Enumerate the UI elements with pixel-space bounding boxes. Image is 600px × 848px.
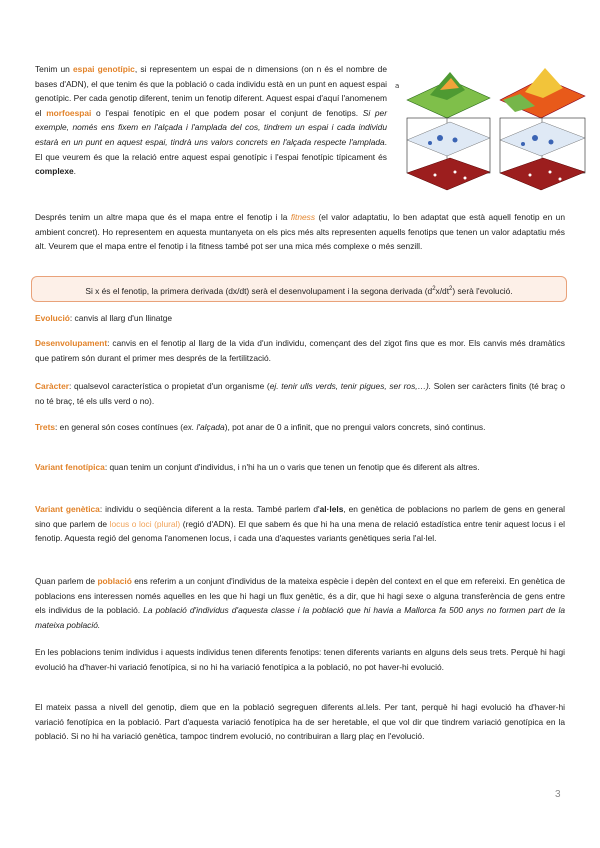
definition-desenvolupament: Desenvolupament: canvis en el fenotip al llarg de la vida d'un individu, començant des del zigot fins que es mor. Els canvis més dramàtics que patirem són durant el primer mes després de la fertilització. — [35, 338, 565, 363]
page-number: 3 — [555, 789, 561, 800]
term-evolucio: Evolució — [35, 313, 70, 323]
term-caracter: Caràcter — [35, 381, 69, 391]
term-locus: locus o loci (plural) — [109, 518, 181, 529]
right-landscape — [500, 68, 585, 190]
term-espai-genotipic: espai genotípic — [73, 64, 135, 74]
figure-label: a — [395, 82, 400, 90]
term-morfoespai: morfoespai — [46, 107, 92, 118]
definition-variant-genetica: Variant genètica: individu o seqüència diferent a la resta. També parlem d'al·lels, en genètica de poblacions no parlem de gens en general sino que parlem de locus o loci (plural) (regió d'ADN). El que sabem és que hi ha una mena de relació estadística entre tenir aquest locus i el fenotip. Aquesta regió del genoma l'anomenen locus, i cada una d'aquestes variants genètiques seria l'al·lel. — [35, 504, 565, 544]
term-trets: Trets — [35, 422, 56, 432]
definition-trets: Trets: en general són coses contínues (ex. l'alçada), pot anar de 0 a infinit, que no prengui valors concrets, sinó continus. — [35, 422, 486, 432]
term-complexe: complexe — [35, 166, 74, 177]
definition-evolucio: Evolució: canvis al llarg d'un llinatge — [35, 313, 173, 323]
genotip-paragraph: El mateix passa a nivell del genotip, diem que en la població segreguen diferents al.lels. Per tant, perquè hi hagi evolució ha d'haver-hi variació fenotípica en la població. Part d'aquesta variació fenotípica ha de ser heretable, el que vol dir que tindrem variació genotípica en la població. Si no hi ha variació genètica, tampoc tindrem evolució, no contribuiran a llarg plaç en l'evolució. — [35, 702, 565, 742]
derivative-callout: Si x és el fenotip, la primera derivada (dx/dt) serà el desenvolupament i la segona derivada $(d^2x/dt^2)$ serà l'evolució. — [31, 276, 567, 302]
left-landscape — [407, 72, 490, 190]
term-desenvolupament: Desenvolupament — [35, 338, 108, 348]
fitness-landscape-figure — [395, 60, 595, 210]
term-variant-genetica: Variant genètica — [35, 504, 100, 514]
term-poblacio: població — [97, 576, 132, 586]
poblacio-paragraph: Quan parlem de població ens referim a un conjunt d'individus de la mateixa espècie i depèn del context en el que em refereixi. En genètica de poblacions ens interessen només aquelles en les que hi hagi un flux genètic, és a dir, que hi hagi sexe o alguna transferència de gens entre els individus de la població. La població d'individus d'aquesta classe i la població que hi havia a Mallorca fa 500 anys no formen part de la mateixa població. — [35, 576, 565, 630]
fitness-paragraph: Després tenim un altre mapa que és el mapa entre el fenotip i la fitness (el valor adaptatiu, lo ben adaptat que està aquell fenotip en un ambient concret). Ho representem en aquesta muntanyeta on els pics més alts representen aquells fenotips que tenen un valor adaptatiu més alt. Veurem que el mapa entre el fenotip i la fitness també pot ser una mica més complexe o més senzill. — [35, 212, 565, 252]
term-variant-fenotipica: Variant fenotípica — [35, 462, 105, 472]
definition-variant-fenotipica: Variant fenotípica: quan tenim un conjunt d'individus, i n'hi ha un o varis que tenen un fenotip que és diferent als altres. — [35, 462, 480, 472]
variants-paragraph: En les poblacions tenim individus i aquests individus tenen diferents fenotips: tenen diferents variants en alguns dels seus trets. Perquè hi hagi evolució ha d'haver-hi variació fenotípica, si no hi ha variació fenotípica a la població, no pot haver-hi evolució. — [35, 647, 565, 672]
landscape-illustration — [395, 60, 595, 210]
intro-paragraph: Tenim un espai genotípic, si representem un espai de n dimensions (on n és el nombre de bases d'ADN), el que tenim és que la població o cada individu està en un punt en aquest espai genotípic. Per cada genotip diferent, tenim un fenotip diferent. Aquest espai d'aquí l'anomenem el morfoespai o l'espai fenotípic en el que podem posar el conjunt de fenotips. Si per exemple, només ens fixem en l'alçada i l'amplada del cos, tindrem un espai i cada individu estarà en un punt en aquest espai, tindrà uns valors concrets en l'alçada respecte l'amplada. El que veurem és que la relació entre aquest espai genotípic i l'espai fenotípic típicament és complexe. — [35, 64, 387, 177]
term-allels: al·lels — [319, 504, 344, 514]
term-fitness: fitness — [290, 212, 316, 222]
definition-caracter: Caràcter: qualsevol característica o propietat d'un organisme (ej. tenir ulls verds, tenir pigues, ser ros,…). Solen ser caràcters finits (té braç o no té braç, té els ulls verd o no). — [35, 381, 565, 406]
